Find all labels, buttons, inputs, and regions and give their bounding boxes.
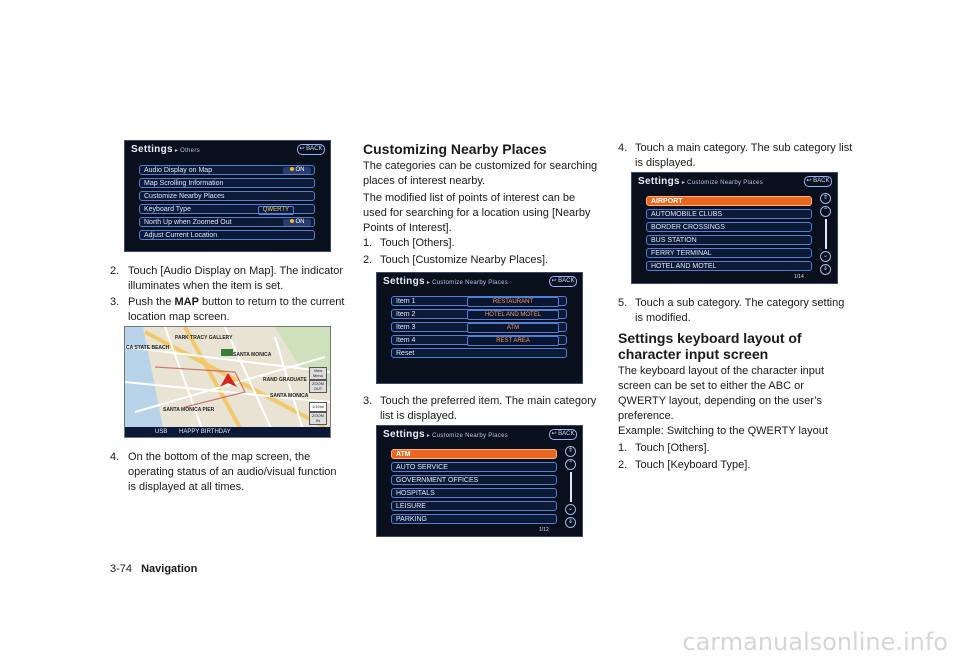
step-number: 5. xyxy=(618,297,628,309)
step-number: 2. xyxy=(618,459,628,471)
menu-item-map-scrolling[interactable]: Map Scrolling Information xyxy=(139,178,315,188)
breadcrumb: Others xyxy=(180,148,200,154)
map-label: SANTA MONICA xyxy=(233,352,272,358)
back-button[interactable]: ↩ BACK xyxy=(549,276,577,287)
step-2-text: Touch [Keyboard Type]. xyxy=(635,459,751,471)
screen-title: Settings ▸ Customize Nearby Places xyxy=(638,176,764,187)
map-label: SANTA MONICA PIER xyxy=(163,407,215,413)
zoom-out-button[interactable]: ZOOM OUT xyxy=(309,380,327,393)
watermark: carmanualsonline.info xyxy=(682,628,948,656)
on-indicator: ON xyxy=(283,167,311,174)
item-2-row[interactable]: Item 2 xyxy=(391,309,567,319)
page-indicator: 1/12 xyxy=(539,527,549,533)
item-4-row[interactable]: Item 4 xyxy=(391,335,567,345)
back-button[interactable]: ↩ BACK xyxy=(549,429,577,440)
map-label: RAND GRADUATE xyxy=(263,377,307,383)
paragraph: Example: Switching to the QWERTY layout xyxy=(618,425,828,437)
scrollbar[interactable] xyxy=(825,219,827,249)
step-5-text: Touch a sub category. The category setting is modified. xyxy=(635,297,845,324)
step-3-text: Push the MAP button to return to the current location map screen. xyxy=(128,296,345,323)
reset-row[interactable]: Reset xyxy=(391,348,567,358)
screen-title: Settings ▸ Others xyxy=(131,144,200,155)
item-1-row[interactable]: Item 1 xyxy=(391,296,567,306)
scroll-down-icon[interactable]: ⌄ xyxy=(820,251,831,262)
menu-item-north-up[interactable]: North Up when Zoomed Out ON xyxy=(139,217,315,227)
keyboard-value: QWERTY xyxy=(258,206,294,215)
step-1-text: Touch [Others]. xyxy=(635,442,710,454)
menu-item-customize-nearby[interactable]: Customize Nearby Places xyxy=(139,191,315,201)
scroll-up-icon[interactable]: ⌃ xyxy=(565,459,576,470)
category-row[interactable]: AUTO SERVICE xyxy=(391,462,557,472)
subcategory-row[interactable]: FERRY TERMINAL xyxy=(646,248,812,258)
subcategory-row[interactable]: HOTEL AND MOTEL xyxy=(646,261,812,271)
breadcrumb: Customize Nearby Places xyxy=(687,180,764,186)
item-2-value: HOTEL AND MOTEL xyxy=(467,310,559,320)
category-row[interactable]: GOVERNMENT OFFICES xyxy=(391,475,557,485)
audio-status-bar xyxy=(125,427,330,437)
step-4-text: On the bottom of the map screen, the operating status of an audio/visual function is displayed at all times. xyxy=(128,451,337,493)
breadcrumb: Customize Nearby Places xyxy=(432,280,509,286)
section-heading: Settings keyboard layout of character input screen xyxy=(618,330,802,362)
step-number: 2. xyxy=(110,265,120,277)
section-heading: Customizing Nearby Places xyxy=(363,141,547,157)
view-menu-button[interactable]: View Menu xyxy=(309,367,327,380)
scale-indicator: 1/10mi xyxy=(309,402,327,412)
category-row[interactable]: HOSPITALS xyxy=(391,488,557,498)
audio-track: HAPPY BIRTHDAY xyxy=(179,429,231,435)
screen-title: Settings ▸ Customize Nearby Places xyxy=(383,276,509,287)
paragraph: The categories can be customized for searching places of interest nearby. xyxy=(363,160,598,187)
indicator-light-icon xyxy=(290,167,294,171)
item-3-row[interactable]: Item 3 xyxy=(391,322,567,332)
subcategory-row[interactable]: AUTOMOBILE CLUBS xyxy=(646,209,812,219)
step-number: 1. xyxy=(363,237,373,249)
paragraph: The modified list of points of interest can be used for searching for a location using [Nearby Points of Interest]. xyxy=(363,192,591,234)
step-number: 2. xyxy=(363,254,373,266)
map-label: PARK TRACY GALLERY xyxy=(175,335,233,341)
screen-title: Settings ▸ Customize Nearby Places xyxy=(383,429,509,440)
on-indicator: ON xyxy=(283,219,311,226)
step-3-text: Touch the preferred item. The main category list is displayed. xyxy=(380,395,597,422)
page-footer xyxy=(110,563,197,575)
category-row[interactable]: LEISURE xyxy=(391,501,557,511)
step-1-text: Touch [Others]. xyxy=(380,237,455,249)
step-number: 1. xyxy=(618,442,628,454)
scrollbar[interactable] xyxy=(570,472,572,502)
back-button[interactable]: ↩ BACK xyxy=(804,176,832,187)
step-2-text: Touch [Customize Nearby Places]. xyxy=(380,254,549,266)
step-number: 3. xyxy=(110,296,120,308)
scroll-up-icon[interactable]: ⌃ xyxy=(820,206,831,217)
page-up-icon[interactable]: ⇑ xyxy=(820,193,831,204)
paragraph: The keyboard layout of the character input screen can be set to either the ABC or QWERTY layout, depending on the user’s preference. xyxy=(618,365,825,422)
item-4-value: REST AREA xyxy=(467,336,559,346)
breadcrumb: Customize Nearby Places xyxy=(432,433,509,439)
main-category-screen xyxy=(376,425,583,537)
customize-nearby-screen xyxy=(376,272,583,384)
map-label: SANTA MONICA xyxy=(270,393,309,399)
section-name: Navigation xyxy=(141,563,198,575)
back-button[interactable]: ↩ BACK xyxy=(297,144,325,155)
item-1-value: RESTAURANT xyxy=(467,297,559,307)
page-down-icon[interactable]: ⇓ xyxy=(565,517,576,528)
menu-item-adjust-location[interactable]: Adjust Current Location xyxy=(139,230,315,240)
page-indicator: 1/14 xyxy=(794,274,804,280)
page-down-icon[interactable]: ⇓ xyxy=(820,264,831,275)
map-screen xyxy=(124,326,331,438)
step-number: 4. xyxy=(110,451,120,463)
menu-item-keyboard-type[interactable]: Keyboard Type QWERTY xyxy=(139,204,315,214)
subcategory-row[interactable]: BUS STATION xyxy=(646,235,812,245)
scroll-down-icon[interactable]: ⌄ xyxy=(565,504,576,515)
subcategory-row-selected[interactable]: AIRPORT xyxy=(646,196,812,206)
category-row[interactable]: PARKING xyxy=(391,514,557,524)
settings-others-screen xyxy=(124,140,331,252)
category-row-selected[interactable]: ATM xyxy=(391,449,557,459)
subcategory-row[interactable]: BORDER CROSSINGS xyxy=(646,222,812,232)
page-up-icon[interactable]: ⇑ xyxy=(565,446,576,457)
sub-category-screen xyxy=(631,172,838,284)
step-number: 4. xyxy=(618,142,628,154)
audio-source: USB xyxy=(155,429,168,435)
step-2-text: Touch [Audio Display on Map]. The indicator illuminates when the item is set. xyxy=(128,265,344,292)
map-button-label: MAP xyxy=(174,296,199,308)
map-label: CA STATE BEACH xyxy=(126,345,170,351)
indicator-light-icon xyxy=(290,219,294,223)
step-number: 3. xyxy=(363,395,373,407)
step-4-text: Touch a main category. The sub category list is displayed. xyxy=(635,142,853,169)
zoom-in-button[interactable]: ZOOM IN xyxy=(309,412,327,425)
menu-item-audio-display[interactable]: Audio Display on Map ON xyxy=(139,165,315,175)
item-3-value: ATM xyxy=(467,323,559,333)
page-number: 3-74 xyxy=(110,563,133,575)
